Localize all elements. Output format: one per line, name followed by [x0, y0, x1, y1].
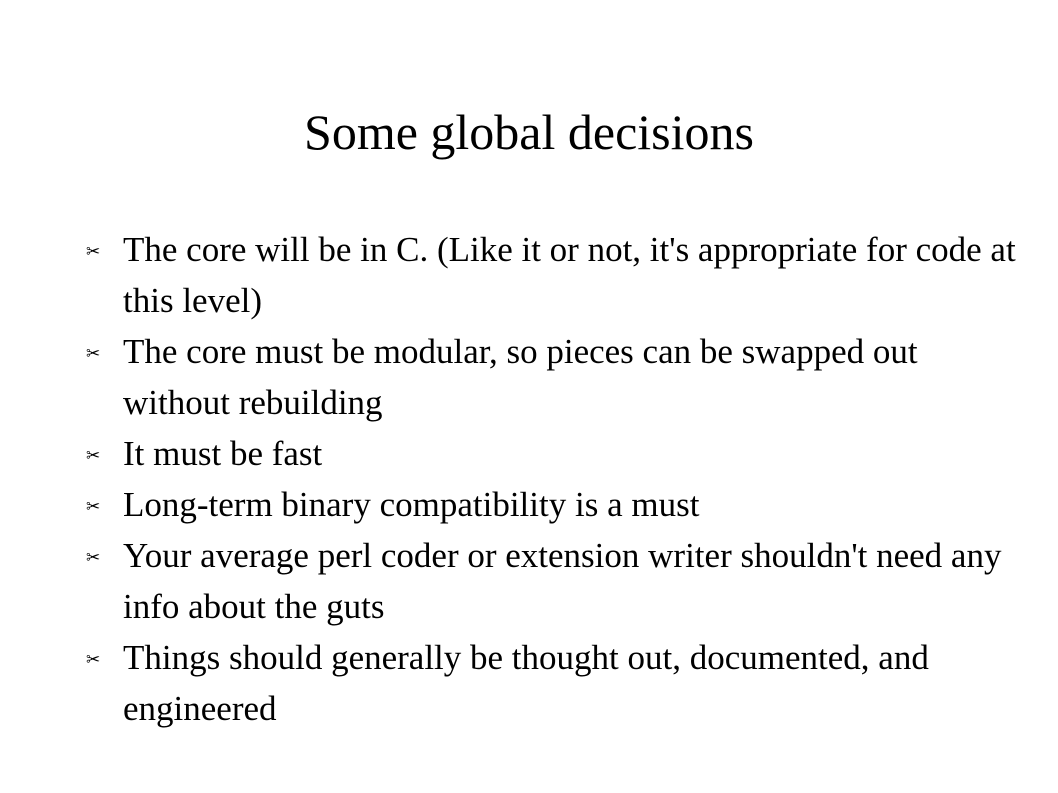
bullet-text: It must be fast [123, 434, 323, 473]
scissors-icon: ✂ [86, 497, 101, 517]
bullet-text: Your average perl coder or extension writer shouldn't need any info about the guts [123, 536, 1002, 626]
bullet-text: Things should generally be thought out, documented, and engineered [123, 638, 929, 728]
bullet-item [86, 530, 1016, 632]
scissors-icon: ✂ [86, 446, 101, 466]
slide-title: Some global decisions [304, 104, 754, 160]
scissors-icon: ✂ [86, 548, 101, 568]
bullet-item [86, 632, 1016, 734]
scissors-icon: ✂ [86, 650, 101, 670]
bullet-item [86, 326, 1016, 428]
bullet-text: Long-term binary compatibility is a must [123, 485, 700, 524]
bullet-item [86, 479, 1016, 530]
bullet-text: The core will be in C. (Like it or not, it's appropriate for code at this level) [123, 230, 1016, 320]
scissors-icon: ✂ [86, 344, 101, 364]
bullet-text: The core must be modular, so pieces can be swapped out without rebuilding [123, 332, 918, 422]
bullet-item [86, 224, 1016, 326]
scissors-icon: ✂ [86, 242, 101, 262]
bullet-list [86, 224, 1016, 734]
bullet-item [86, 428, 1016, 479]
